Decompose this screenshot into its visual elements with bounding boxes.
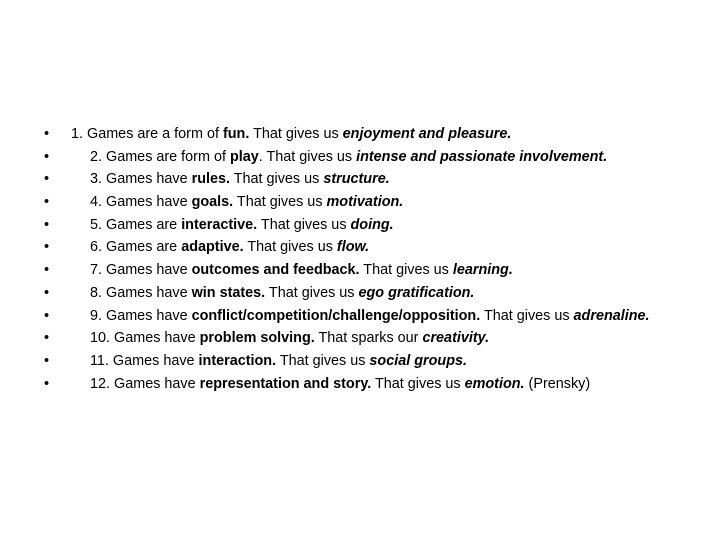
item-connector: That sparks our [314, 330, 423, 347]
item-connector: That gives us [371, 375, 465, 392]
item-outcome: structure. [323, 171, 390, 188]
item-text: 5. Games are [90, 216, 182, 233]
item-keyword: interaction. [198, 352, 277, 369]
item-text: 11. Games have [90, 352, 199, 369]
bullet-icon: • [44, 171, 50, 188]
item-connector: That gives us [359, 262, 453, 279]
bullet-icon: • [44, 194, 50, 211]
item-outcome: doing. [350, 216, 394, 233]
item-keyword: goals. [191, 194, 234, 211]
item-keyword: adaptive. [181, 239, 244, 256]
item-connector: . That gives us [258, 148, 357, 165]
list-item [44, 192, 684, 212]
item-outcome: emotion. [464, 375, 525, 392]
item-keyword: outcomes and feedback. [191, 262, 360, 279]
item-text: 3. Games have [90, 171, 192, 188]
item-connector: That gives us [276, 352, 370, 369]
item-text: 10. Games have [90, 330, 200, 347]
list-item [44, 283, 684, 303]
list-item [44, 124, 684, 144]
item-outcome: ego gratification. [358, 284, 475, 301]
item-outcome: intense and passionate involvement. [356, 148, 608, 165]
bullet-icon: • [44, 375, 50, 392]
item-text: 6. Games are [90, 239, 182, 256]
item-outcome: flow. [336, 239, 370, 256]
bullet-icon: • [44, 330, 50, 347]
item-keyword: representation and story. [199, 375, 372, 392]
bullet-icon: • [44, 239, 50, 256]
item-outcome: motivation. [326, 194, 404, 211]
bullet-icon: • [44, 352, 50, 369]
list-item [44, 237, 684, 257]
item-connector: That gives us [265, 284, 359, 301]
item-connector: That gives us [480, 307, 574, 324]
item-text: 8. Games have [90, 284, 192, 301]
item-keyword: conflict/competition/challenge/opposition. [191, 307, 481, 324]
item-keyword: play [229, 148, 259, 165]
list-item [44, 147, 684, 167]
item-suffix: (Prensky) [524, 375, 591, 392]
bullet-icon: • [44, 284, 50, 301]
bullet-icon: • [44, 307, 50, 324]
bullet-icon: • [44, 126, 50, 142]
list-item [44, 215, 684, 235]
item-outcome: adrenaline. [573, 307, 650, 324]
item-connector: That gives us [249, 126, 343, 142]
item-text: 4. Games have [90, 194, 192, 211]
item-keyword: rules. [191, 171, 230, 188]
list-item [44, 169, 684, 189]
item-connector: That gives us [257, 216, 351, 233]
item-outcome: social groups. [369, 352, 467, 369]
list-item [44, 306, 684, 326]
item-outcome: learning. [452, 262, 513, 279]
item-keyword: fun. [222, 126, 250, 142]
list-item [44, 260, 684, 280]
item-text: 1. Games are a form of [71, 126, 223, 142]
item-keyword: interactive. [181, 216, 258, 233]
item-connector: That gives us [243, 239, 337, 256]
list-item [44, 351, 684, 371]
bullet-icon: • [44, 262, 50, 279]
item-connector: That gives us [233, 194, 327, 211]
item-text: 9. Games have [90, 307, 192, 324]
item-text: 7. Games have [90, 262, 192, 279]
item-connector: That gives us [230, 171, 324, 188]
list-item [44, 328, 684, 348]
item-outcome: enjoyment and pleasure. [342, 126, 512, 142]
item-outcome: creativity. [422, 330, 490, 347]
bullet-icon: • [44, 148, 50, 165]
item-keyword: problem solving. [199, 330, 315, 347]
bullet-icon: • [44, 216, 50, 233]
item-text: 2. Games are form of [90, 148, 230, 165]
bullet-list [44, 124, 684, 396]
item-keyword: win states. [191, 284, 266, 301]
item-text: 12. Games have [90, 375, 200, 392]
list-item [44, 374, 684, 394]
